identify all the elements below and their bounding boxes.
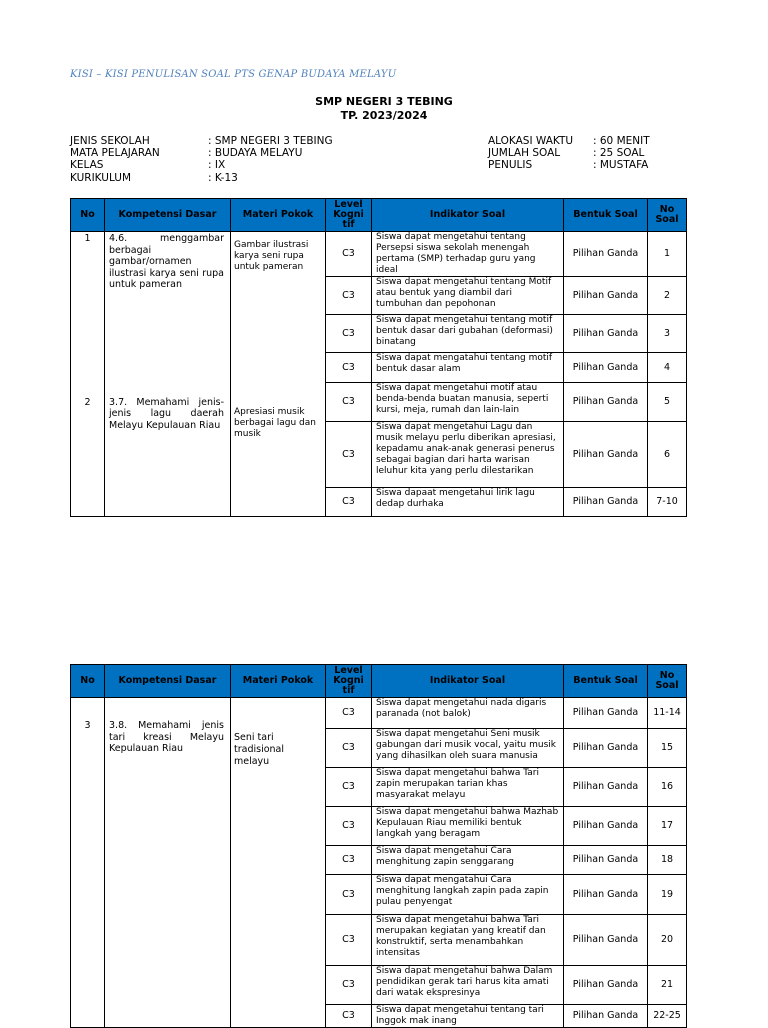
header-no-soal: No Soal: [648, 665, 687, 698]
no-soal-cell: 7-10: [648, 488, 687, 517]
school-year: TP. 2023/2024: [340, 109, 428, 122]
no-soal-cell: 17: [648, 807, 687, 846]
indikator-cell: Siswa dapat mengetahui tentang motif bentuk dasar dari gubahan (deformasi) binatang: [372, 315, 564, 353]
level-cell: C3: [326, 315, 372, 353]
header-materi-pokok: Materi Pokok: [231, 199, 326, 232]
info-row: [488, 147, 650, 159]
header-materi-pokok: Materi Pokok: [231, 665, 326, 698]
kisi-table-1: [70, 198, 687, 517]
indikator-cell: Siswa dapat mengatahui Cara menghitung langkah zapin pada zapin pulau penyengat: [372, 875, 564, 915]
indikator-cell: Siswa dapat mengetahui nada digaris paranada (not balok): [372, 698, 564, 729]
indikator-cell: Siswa dapat mengetahui bahwa Dalam pendidikan gerak tari harus kita amati dari watak ekspresinya: [372, 966, 564, 1005]
bentuk-cell: Pilihan Ganda: [564, 966, 648, 1005]
level-cell: C3: [326, 729, 372, 768]
table-row: [71, 698, 687, 729]
no-soal-cell: 3: [648, 315, 687, 353]
no-soal-cell: 22-25: [648, 1005, 687, 1028]
info-row: [488, 159, 650, 171]
no-soal-cell: 5: [648, 383, 687, 422]
header-level-kognitif: Level Kogni tif: [326, 199, 372, 232]
indikator-cell: Siswa dapat mengetahui bahwa Tari zapin merupakan tarian khas masyarakat melayu: [372, 768, 564, 807]
materi-pokok: Apresiasi musik berbagai lagu dan musik: [231, 383, 326, 517]
header-kompetensi-dasar: Kompetensi Dasar: [105, 665, 231, 698]
bentuk-cell: Pilihan Ganda: [564, 768, 648, 807]
no-soal-cell: 19: [648, 875, 687, 915]
info-label: JUMLAH SOAL: [488, 147, 561, 160]
no-soal-cell: 2: [648, 277, 687, 315]
table-header-row: [71, 199, 687, 232]
info-row: [70, 135, 333, 147]
group-no: 1: [71, 232, 105, 383]
bentuk-cell: Pilihan Ganda: [564, 315, 648, 353]
kompetensi-dasar: 3.7. Memahami jenis-jenis lagu daerah Melayu Kepulauan Riau: [105, 383, 231, 517]
info-row: [70, 172, 333, 184]
level-cell: C3: [326, 353, 372, 383]
info-value: : 25 SOAL: [593, 147, 645, 160]
info-row: [70, 147, 333, 159]
no-soal-cell: 4: [648, 353, 687, 383]
indikator-cell: Siswa dapat mengetahui tentang Persepsi siswa sekolah menengah pertama (SMP) terhadap guru yang ideal: [372, 232, 564, 277]
bentuk-cell: Pilihan Ganda: [564, 915, 648, 966]
materi-pokok: Gambar ilustrasi karya seni rupa untuk pameran: [231, 232, 326, 383]
bentuk-cell: Pilihan Ganda: [564, 698, 648, 729]
table-row: [71, 232, 687, 277]
info-value: : K-13: [208, 171, 238, 184]
info-row: [488, 135, 650, 147]
table-header-row: [71, 665, 687, 698]
indikator-cell: Siswa dapat mengetahui tentang tari Inggok mak inang: [372, 1005, 564, 1028]
header-no-soal: No Soal: [648, 199, 687, 232]
level-cell: C3: [326, 277, 372, 315]
bentuk-cell: Pilihan Ganda: [564, 1005, 648, 1028]
header-indikator-soal: Indikator Soal: [372, 665, 564, 698]
bentuk-cell: Pilihan Ganda: [564, 383, 648, 422]
header-bentuk-soal: Bentuk Soal: [564, 665, 648, 698]
bentuk-cell: Pilihan Ganda: [564, 488, 648, 517]
no-soal-cell: 20: [648, 915, 687, 966]
no-soal-cell: 11-14: [648, 698, 687, 729]
info-value: : MUSTAFA: [593, 159, 649, 172]
bentuk-cell: Pilihan Ganda: [564, 807, 648, 846]
level-cell: C3: [326, 915, 372, 966]
indikator-cell: Siswa dapaat mengetahui lirik lagu dedap durhaka: [372, 488, 564, 517]
bentuk-cell: Pilihan Ganda: [564, 846, 648, 875]
indikator-cell: Siswa dapat mengetahui Cara menghitung zapin senggarang: [372, 846, 564, 875]
info-value: : BUDAYA MELAYU: [208, 147, 303, 160]
level-cell: C3: [326, 232, 372, 277]
level-cell: C3: [326, 698, 372, 729]
info-value: : IX: [208, 159, 226, 172]
header-no: No: [71, 199, 105, 232]
info-label: ALOKASI WAKTU: [488, 135, 574, 147]
school-name: SMP NEGERI 3 TEBING: [315, 95, 453, 108]
level-cell: C3: [326, 768, 372, 807]
no-soal-cell: 21: [648, 966, 687, 1005]
bentuk-cell: Pilihan Ganda: [564, 422, 648, 488]
level-cell: C3: [326, 846, 372, 875]
no-soal-cell: 15: [648, 729, 687, 768]
indikator-cell: Siswa dapat mengetahui tentang Motif atau bentuk yang diambil dari tumbuhan dan pepohonan: [372, 277, 564, 315]
table-row: [71, 383, 687, 422]
bentuk-cell: Pilihan Ganda: [564, 875, 648, 915]
info-value: : 60 MENIT: [593, 135, 650, 147]
no-soal-cell: 16: [648, 768, 687, 807]
no-soal-cell: 18: [648, 846, 687, 875]
level-cell: C3: [326, 966, 372, 1005]
bentuk-cell: Pilihan Ganda: [564, 353, 648, 383]
info-label: MATA PELAJARAN: [70, 147, 160, 160]
info-value: : SMP NEGERI 3 TEBING: [208, 135, 333, 147]
level-cell: C3: [326, 875, 372, 915]
indikator-cell: Siswa dapat mengetahui bahwa Tari merupakan kegiatan yang kreatif dan konstruktif, serta menambahkan intensitas: [372, 915, 564, 966]
kompetensi-dasar: 4.6. menggambar berbagai gambar/ornamen ilustrasi karya seni rupa untuk pameran: [105, 232, 231, 383]
level-cell: C3: [326, 383, 372, 422]
info-row: [70, 159, 333, 171]
header-level-kognitif: Level Kogni tif: [326, 665, 372, 698]
info-left: [70, 135, 333, 184]
no-soal-cell: 1: [648, 232, 687, 277]
bentuk-cell: Pilihan Ganda: [564, 277, 648, 315]
header-indikator-soal: Indikator Soal: [372, 199, 564, 232]
kompetensi-dasar: 3.8. Memahami jenis tari kreasi Melayu Kepulauan Riau: [105, 698, 231, 1028]
school-title-block: [0, 95, 768, 123]
header-bentuk-soal: Bentuk Soal: [564, 199, 648, 232]
info-label: PENULIS: [488, 159, 533, 172]
indikator-cell: Siswa dapat mengetahui Lagu dan musik melayu perlu diberikan apresiasi, kepadamu anak-anak generasi penerus sebagai bagian dari harta warisan leluhur kita yang perlu dilestarikan: [372, 422, 564, 488]
no-soal-cell: 6: [648, 422, 687, 488]
indikator-cell: Siswa dapat mengetahui bahwa Mazhab Kepulauan Riau memiliki bentuk langkah yang beragam: [372, 807, 564, 846]
level-cell: C3: [326, 488, 372, 517]
level-cell: C3: [326, 807, 372, 846]
header-kompetensi-dasar: Kompetensi Dasar: [105, 199, 231, 232]
info-label: KURIKULUM: [70, 171, 132, 184]
document-heading: KISI – KISI PENULISAN SOAL PTS GENAP BUDAYA MELAYU: [70, 69, 397, 80]
level-cell: C3: [326, 422, 372, 488]
info-label: JENIS SEKOLAH: [70, 135, 150, 147]
info-label: KELAS: [70, 159, 104, 172]
group-no: 2: [71, 383, 105, 517]
level-cell: C3: [326, 1005, 372, 1028]
group-no: 3: [71, 698, 105, 1028]
kisi-table-2: [70, 664, 687, 1028]
indikator-cell: Siswa dapat mengatahui tentang motif bentuk dasar alam: [372, 353, 564, 383]
info-right: [488, 135, 650, 172]
indikator-cell: Siswa dapat mengetahui motif atau benda-benda buatan manusia, seperti kursi, meja, rumah dan lain-lain: [372, 383, 564, 422]
bentuk-cell: Pilihan Ganda: [564, 729, 648, 768]
indikator-cell: Siswa dapat mengetahui Seni musik gabungan dari musik vocal, yaitu musik yang dihasilkan oleh suara manusia: [372, 729, 564, 768]
bentuk-cell: Pilihan Ganda: [564, 232, 648, 277]
header-no: No: [71, 665, 105, 698]
materi-pokok: Seni tari tradisional melayu: [231, 698, 326, 1028]
